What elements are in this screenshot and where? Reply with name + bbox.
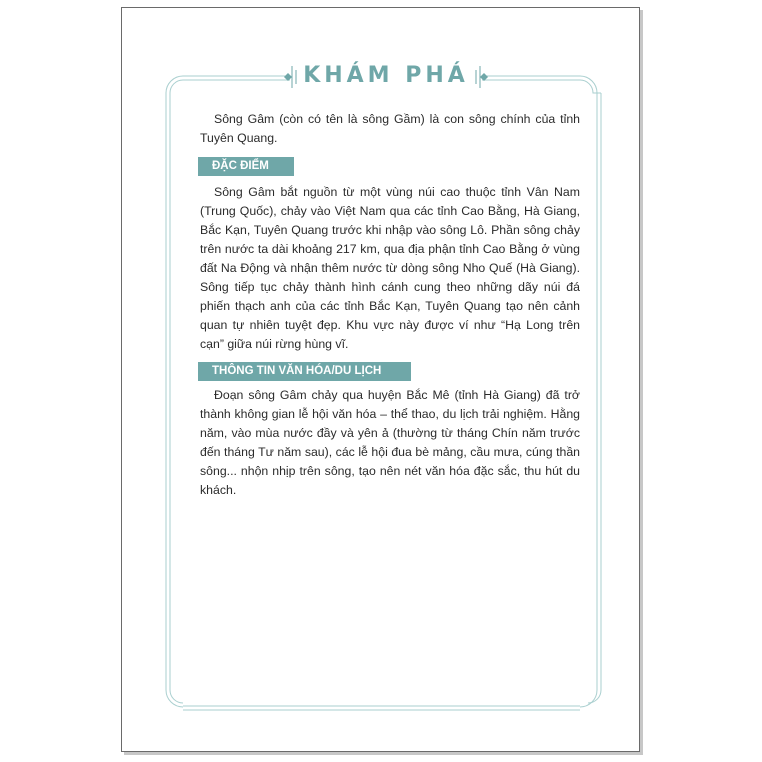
section-label-culture-travel: THÔNG TIN VĂN HÓA/DU LỊCH: [198, 362, 411, 381]
intro-paragraph: Sông Gâm (còn có tên là sông Gầm) là con sông chính của tỉnh Tuyên Quang.: [200, 112, 580, 145]
page-title: KHÁM PHÁ: [297, 61, 475, 91]
section-label-features: ĐẶC ĐIỂM: [198, 157, 294, 176]
culture-travel-paragraph: Đoạn sông Gâm chảy qua huyện Bắc Mê (tỉnh Hà Giang) đã trở thành không gian lễ hội văn hóa – thể thao, du lịch trải nghiệm. Hằng năm, vào mùa nước đầy và yên ả (thường từ tháng Chín năm trước đến tháng Tư năm sau), các lễ hội đua bè mảng, cầu mưa, cúng thần sông... nhộn nhịp trên sông, tạo nên nét văn hóa đặc sắc, thu hút du khách.: [200, 388, 580, 497]
features-paragraph: Sông Gâm bắt nguồn từ một vùng núi cao thuộc tỉnh Vân Nam (Trung Quốc), chảy vào Việt Nam qua các tỉnh Cao Bằng, Hà Giang, Bắc Kạn, Tuyên Quang trước khi nhập vào sông Lô. Phần sông chảy trên nước ta dài khoảng 217 km, qua địa phận tỉnh Cao Bằng ở vùng đất Na Động và nhận thêm nước từ dòng sông Nho Quế (Hà Giang). Sông tiếp tục chảy thành hình cánh cung theo những dãy núi đá phiến thạch anh của các tỉnh Bắc Kạn, Tuyên Quang tạo nên cảnh quan tự nhiên tuyệt đẹp. Khu vực này được ví như “Hạ Long trên cạn” giữa núi rừng hùng vĩ.: [200, 185, 580, 351]
